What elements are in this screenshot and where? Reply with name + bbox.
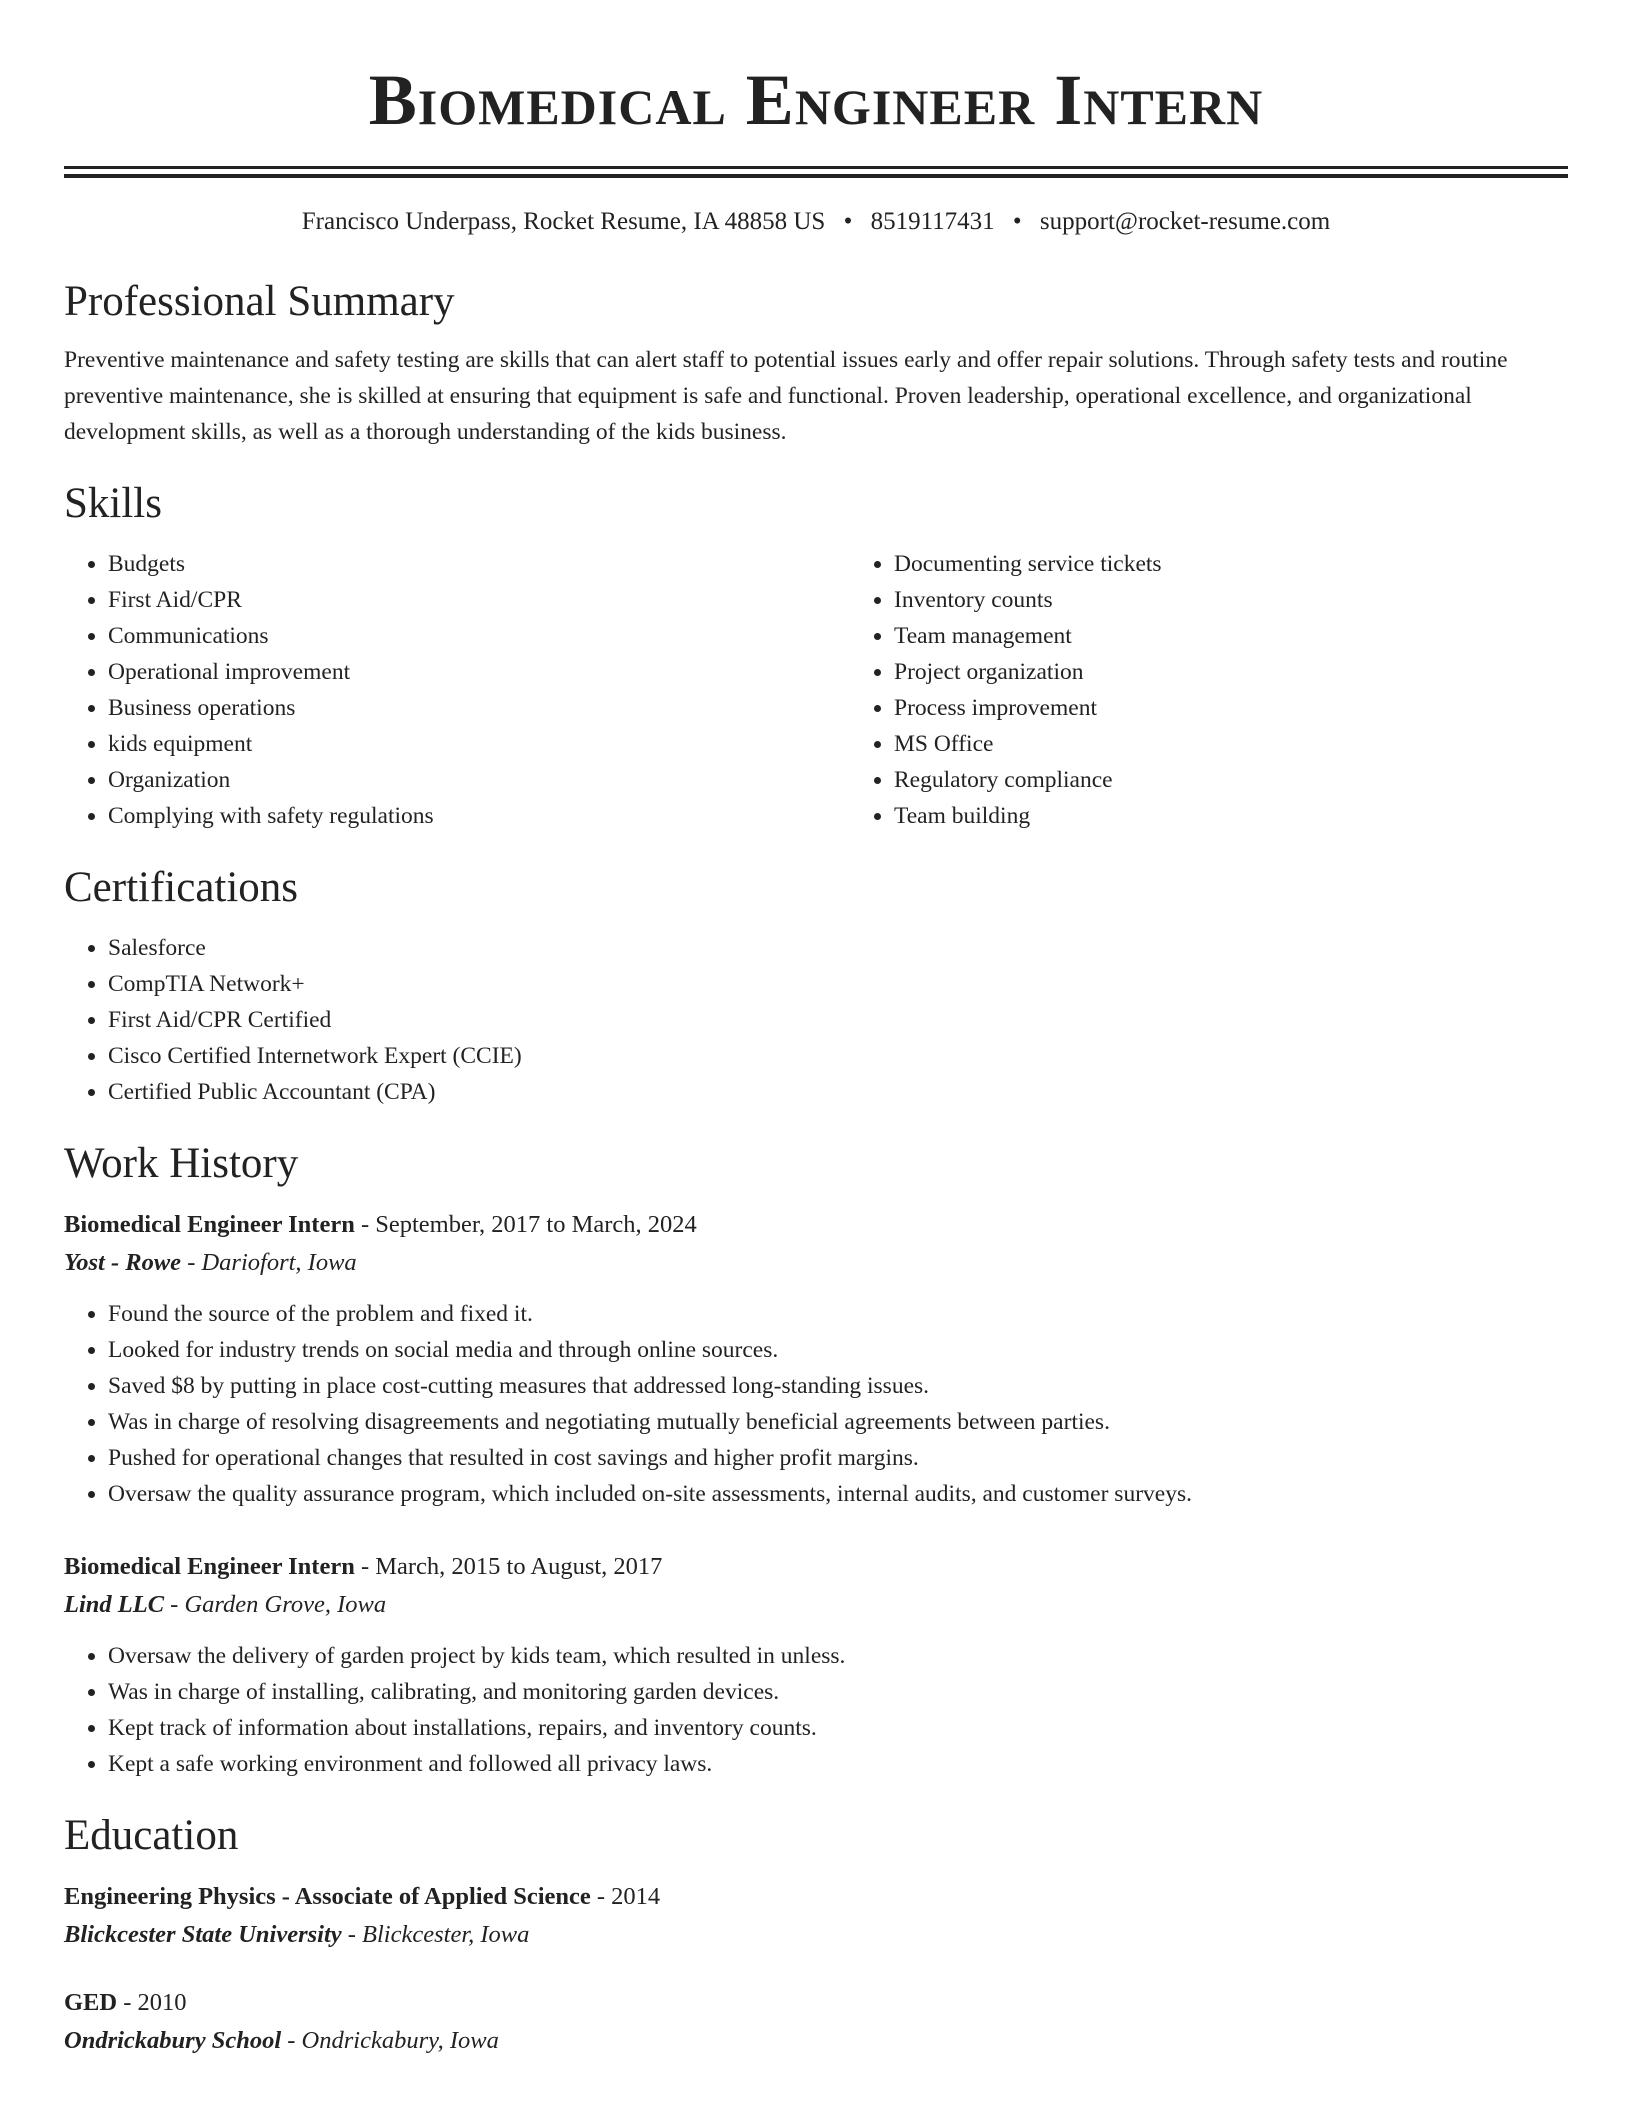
job-duty: • Looked for industry trends on social media and through online sources. [108,1332,1568,1368]
summary-text: Preventive maintenance and safety testing are skills that can alert staff to potential issues early and offer repair solutions. Through safety tests and routine preventive maintenance, she is skilled at ensuring that equipment is safe and functional. Proven leadership, operational excellence, and organizational development skills, as well as a thorough understanding of the kids business. [64,347,1508,445]
title-divider [64,166,1568,178]
degree-name: GED [64,1989,118,2016]
certification-item: • First Aid/CPR Certified [108,1002,1568,1038]
job-duty: • Found the source of the problem and fixed it. [108,1296,1568,1332]
contact-separator: • [1012,208,1022,235]
certification-item: • CompTIA Network+ [108,966,1568,1002]
job-title-line [64,1206,1568,1244]
skills-list-right [850,546,1568,834]
school-location: - Blickcester, Iowa [341,1921,530,1948]
employer-name: Lind LLC [64,1591,165,1618]
employer-location: - Garden Grove, Iowa [164,1591,387,1618]
skill-item: • Project organization [894,654,1568,690]
education-entry [64,1878,1568,1954]
work-history-section [64,1138,1568,1782]
certification-item: • Certified Public Accountant (CPA) [108,1074,1568,1110]
skill-item: • Regulatory compliance [894,762,1568,798]
education-section [64,1810,1568,2060]
job-duty: • Kept track of information about installations, repairs, and inventory counts. [108,1710,1568,1746]
employer-location: - Dariofort, Iowa [181,1249,357,1276]
skills-columns [64,530,1568,834]
skill-item: • kids equipment [108,726,850,762]
job-dates: - March, 2015 to August, 2017 [354,1553,663,1580]
contact-phone: 8519117431 [870,208,995,235]
school-location: - Ondrickabury, Iowa [281,2027,499,2054]
job-duties-list [64,1638,1568,1782]
contact-email: support@rocket-resume.com [1039,208,1331,235]
degree-line [64,1984,1568,2022]
certification-item: • Salesforce [108,930,1568,966]
skill-item: • Budgets [108,546,850,582]
certification-item: • Cisco Certified Internetwork Expert (CCIE) [108,1038,1568,1074]
skill-item: • Business operations [108,690,850,726]
school-name: Blickcester State University [64,1921,342,1948]
contact-separator: • [843,208,853,235]
job-dates: - September, 2017 to March, 2024 [354,1211,697,1238]
employer-name: Yost - Rowe [64,1249,182,1276]
degree-name: Engineering Physics - Associate of Applied Science [64,1883,591,1910]
skill-item: • Complying with safety regulations [108,798,850,834]
skill-item: • Inventory counts [894,582,1568,618]
degree-year: - 2014 [590,1883,661,1910]
job-title: Biomedical Engineer Intern [64,1553,355,1580]
degree-line [64,1878,1568,1916]
employer-line [64,1586,1568,1624]
contact-address: Francisco Underpass, Rocket Resume, IA 48858 US [301,208,826,235]
education-entry [64,1984,1568,2060]
skill-item: • First Aid/CPR [108,582,850,618]
school-line [64,2022,1568,2060]
skill-item: • Operational improvement [108,654,850,690]
job-duty: • Oversaw the quality assurance program, which included on-site assessments, internal audits, and customer surveys. [108,1476,1568,1512]
contact-line [64,204,1568,240]
job-entry [64,1206,1568,1512]
job-duty: • Oversaw the delivery of garden project by kids team, which resulted in unless. [108,1638,1568,1674]
job-title-line [64,1548,1568,1586]
job-entry [64,1548,1568,1782]
resume-title: Biomedical Engineer Intern [368,60,1264,140]
school-line [64,1916,1568,1954]
job-duty: • Was in charge of resolving disagreements and negotiating mutually beneficial agreements between parties. [108,1404,1568,1440]
skill-item: • Team management [894,618,1568,654]
summary-section [64,276,1568,450]
skill-item: • Team building [894,798,1568,834]
job-title: Biomedical Engineer Intern [64,1211,355,1238]
work-history-heading: Work History [64,1140,299,1187]
skills-list-left [64,546,850,834]
job-duty: • Was in charge of installing, calibrating, and monitoring garden devices. [108,1674,1568,1710]
skill-item: • Documenting service tickets [894,546,1568,582]
certifications-section [64,862,1568,1110]
degree-year: - 2010 [117,1989,187,2016]
school-name: Ondrickabury School [64,2027,282,2054]
certifications-heading: Certifications [64,864,299,911]
skills-section [64,478,1568,834]
skill-item: • MS Office [894,726,1568,762]
skill-item: • Communications [108,618,850,654]
skill-item: • Process improvement [894,690,1568,726]
skill-item: • Organization [108,762,850,798]
job-duty: • Kept a safe working environment and followed all privacy laws. [108,1746,1568,1782]
job-duties-list [64,1296,1568,1512]
job-duty: • Pushed for operational changes that resulted in cost savings and higher profit margins. [108,1440,1568,1476]
education-heading: Education [64,1812,239,1859]
skills-heading: Skills [64,480,162,527]
summary-heading: Professional Summary [64,278,455,325]
certifications-list [64,930,1568,1110]
employer-line [64,1244,1568,1282]
job-duty: • Saved $8 by putting in place cost-cutting measures that addressed long-standing issues. [108,1368,1568,1404]
